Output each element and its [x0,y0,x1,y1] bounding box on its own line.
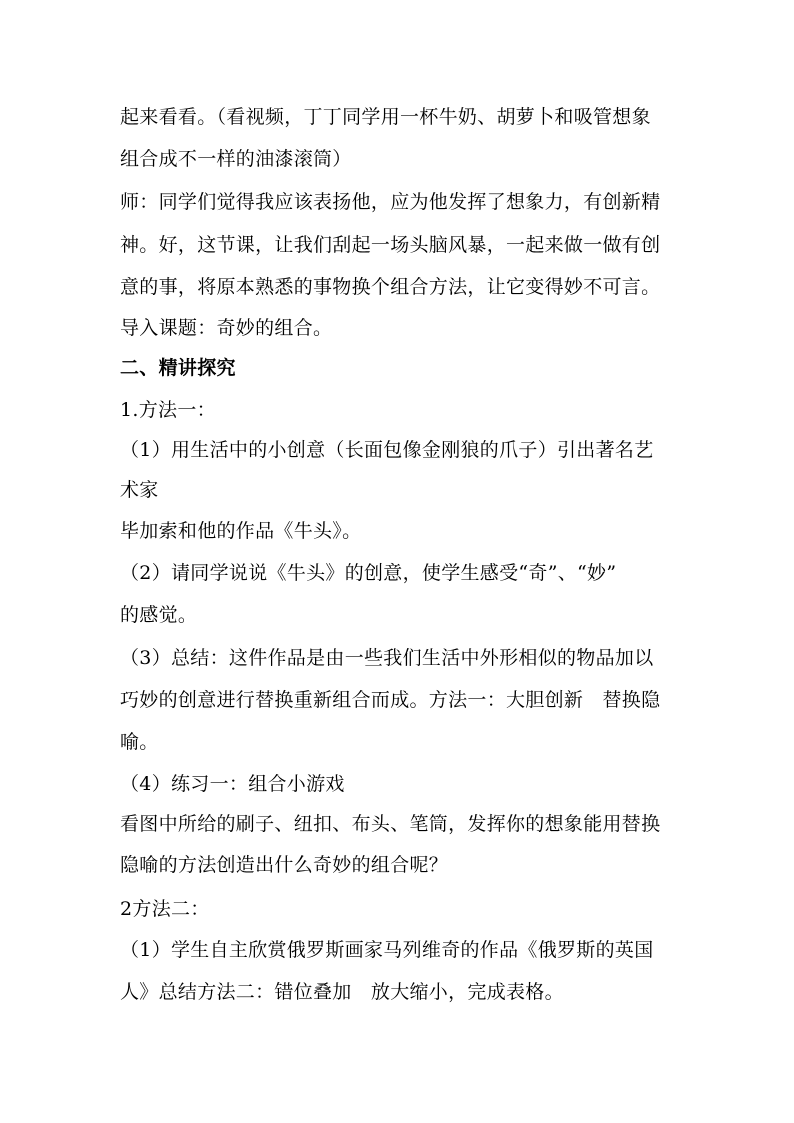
paragraph-line: 看图中所给的刷子、纽扣、布头、笔筒，发挥你的想象能用替换 [120,813,661,835]
paragraph-line: 隐喻的方法创造出什么奇妙的组合呢？ [120,854,449,876]
paragraph-line: 术家 [120,479,159,501]
paragraph-line: （2）请同学说说《牛头》的创意，使学生感受“奇”、“妙” [120,562,617,584]
paragraph-line: 师：同学们觉得我应该表扬他，应为他发挥了想象力，有创新精 [120,191,661,213]
paragraph-line: （4）练习一：组合小游戏 [120,773,345,795]
paragraph-line: 人》总结方法二：错位叠加 放大缩小，完成表格。 [120,981,564,1003]
paragraph-line: 导入课题：奇妙的组合。 [120,317,333,339]
paragraph-line: 喻。 [120,731,159,753]
paragraph-line: 1.方法一： [120,399,216,421]
paragraph-line: 起来看看。（看视频，丁丁同学用一杯牛奶、胡萝卜和吸管想象 [120,106,651,128]
paragraph-line: （1）学生自主欣赏俄罗斯画家马列维奇的作品《俄罗斯的英国 [120,939,654,961]
paragraph-line: 意的事，将原本熟悉的事物换个组合方法，让它变得妙不可言。 [120,276,661,298]
paragraph-line: 神。好，这节课，让我们刮起一场头脑风暴，一起来做一做有创 [120,234,661,256]
paragraph-line: （3）总结：这件作品是由一些我们生活中外形相似的物品加以 [120,647,654,669]
paragraph-line: （1）用生活中的小创意（长面包像金刚狼的爪子）引出著名艺 [120,439,654,461]
paragraph-line: 巧妙的创意进行替换重新组合而成。方法一：大胆创新 替换隐 [120,689,661,711]
paragraph-line: 组合成不一样的油漆滚筒） [120,148,352,170]
paragraph-line: 2方法二： [120,898,210,920]
paragraph-line: 毕加索和他的作品《牛头》。 [120,520,362,542]
paragraph-line: 的感觉。 [120,604,198,626]
section-heading: 二、精讲探究 [120,357,236,379]
